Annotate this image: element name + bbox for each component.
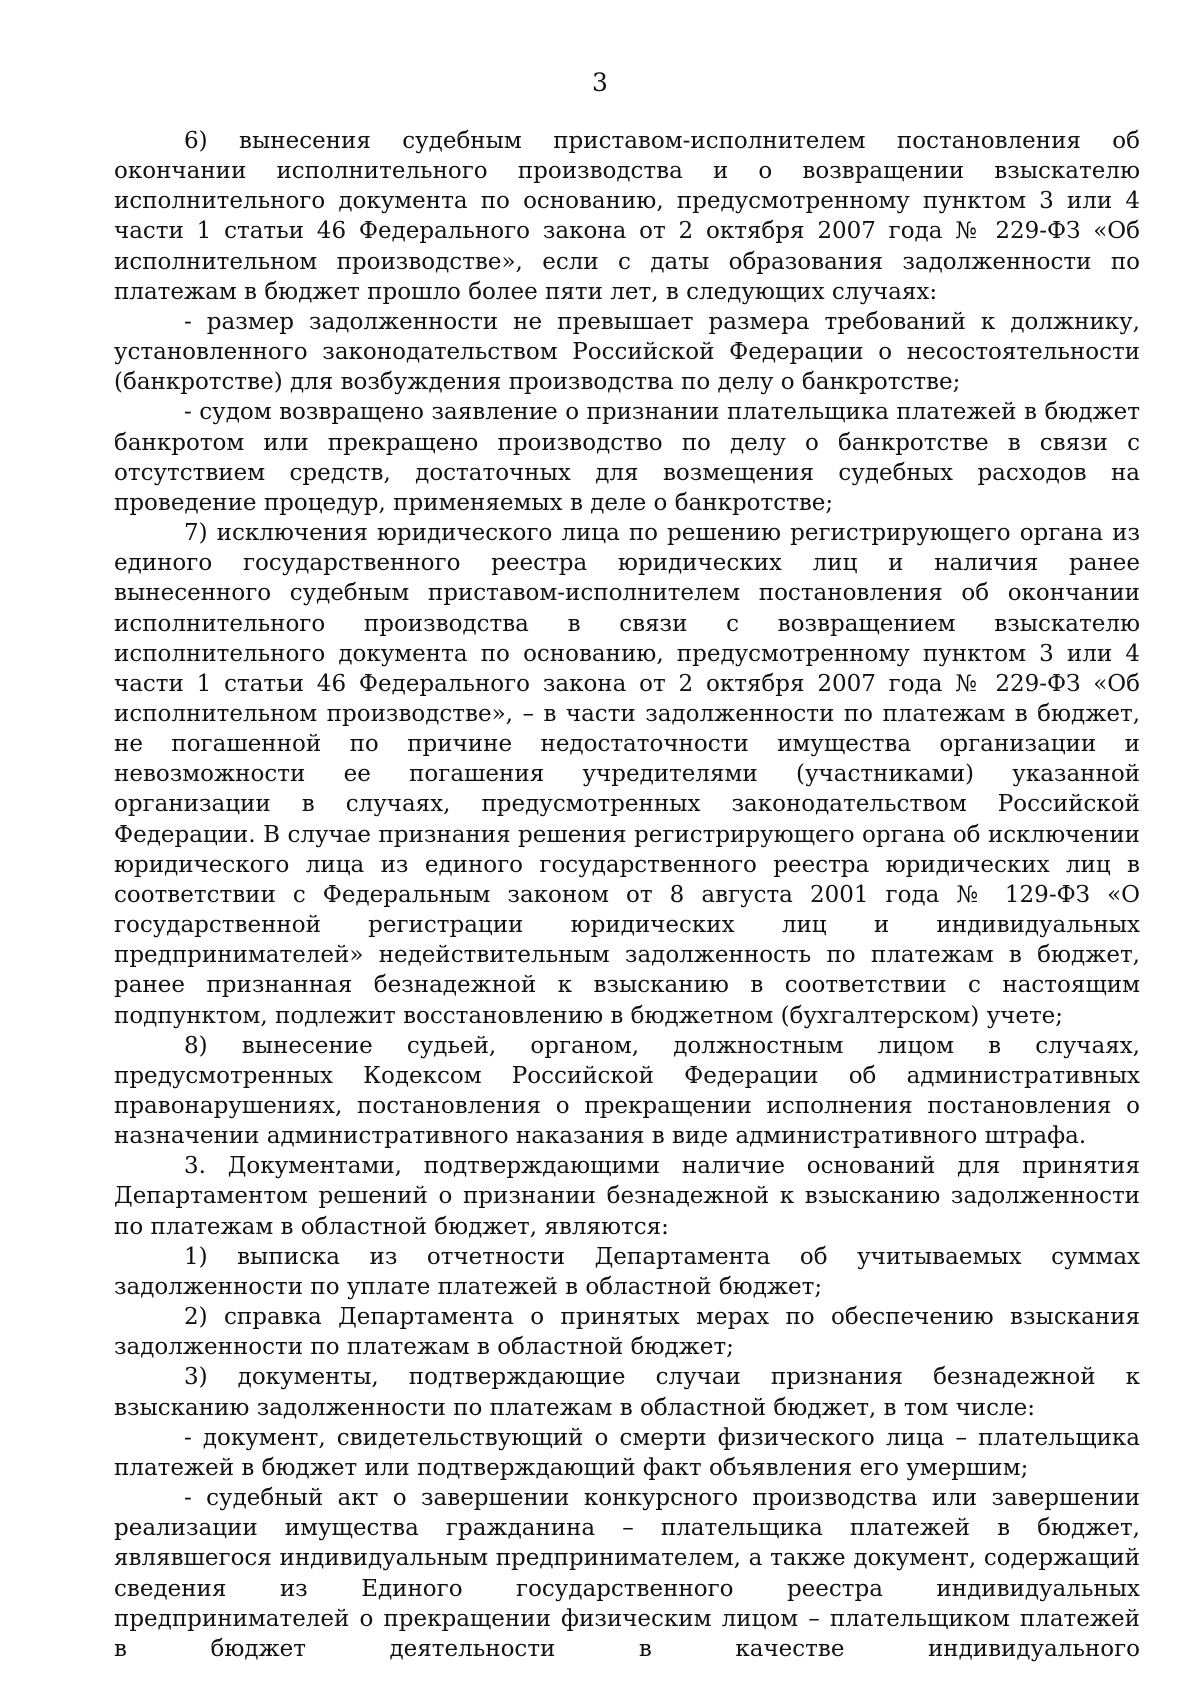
- paragraph-dash-court-act: - судебный акт о завершении конкурсного производства или завершении реализации имущества гражданина – плательщика платежей в бюджет, являвшегося индивидуальным предпринимателем, а также документ, содержащий сведения из Единого государственного реестра индивидуальных предпринимателей о прекращении физическим лицом – плательщиком платежей в бюджет деятельности в качестве индивидуального: [114, 1485, 1140, 1662]
- paragraph-item-7: 7) исключения юридического лица по решению регистрирующего органа из единого государственного реестра юридических лиц и наличия ранее вынесенного судебным приставом-исполнителем постановления об окончании исполнительного производства в связи с возвращением взыскателю исполнительного документа по основанию, предусмотренному пунктом 3 или 4 части 1 статьи 46 Федерального закона от 2 октября 2007 года № 229-ФЗ «Об исполнительном производстве», – в части задолженности по платежам в бюджет, не погашенной по причине недостаточности имущества организации и невозможности ее погашения учредителями (участниками) указанной организации в случаях, предусмотренных законодательством Российской Федерации. В случае признания решения регистрирующего органа об исключении юридического лица из единого государственного реестра юридических лиц в соответствии с Федеральным законом от 8 августа 2001 года № 129-ФЗ «О государственной регистрации юридических лиц и индивидуальных предпринимателей» недействительным задолженность по платежам в бюджет, ранее признанная безнадежной к взысканию в соответствии с настоящим подпунктом, подлежит восстановлению в бюджетном (бухгалтерском) учете;: [114, 520, 1140, 1029]
- paragraph-dash-court-returned: - судом возвращено заявление о признании плательщика платежей в бюджет банкротом или прекращено производство по делу о банкротстве в связи с отсутствием средств, достаточных для возмещения судебных расходов на проведение процедур, применяемых в деле о банкротстве;: [114, 399, 1140, 516]
- paragraph-doc-3: 3) документы, подтверждающие случаи признания безнадежной к взысканию задолженности по платежам в областной бюджет, в том числе:: [114, 1364, 1140, 1421]
- paragraph-item-6: 6) вынесения судебным приставом-исполнителем постановления об окончании исполнительного производства и о возвращении взыскателю исполнительного документа по основанию, предусмотренному пунктом 3 или 4 части 1 статьи 46 Федерального закона от 2 октября 2007 года № 229-ФЗ «Об исполнительном производстве», если с даты образования задолженности по платежам в бюджет прошло более пяти лет, в следующих случаях:: [114, 128, 1140, 305]
- paragraph-dash-death-document: - документ, свидетельствующий о смерти физического лица – плательщика платежей в бюджет или подтверждающий факт объявления его умершим;: [114, 1424, 1140, 1481]
- paragraph-doc-2: 2) справка Департамента о принятых мерах по обеспечению взыскания задолженности по платежам в областной бюджет;: [114, 1304, 1140, 1361]
- document-body: [114, 126, 1140, 1664]
- paragraph-item-8: 8) вынесение судьей, органом, должностным лицом в случаях, предусмотренных Кодексом Российской Федерации об административных правонарушениях, постановления о прекращении исполнения постановления о назначении административного наказания в виде административного штрафа.: [114, 1032, 1140, 1150]
- paragraph-doc-1: 1) выписка из отчетности Департамента об учитываемых суммах задолженности по уплате платежей в областной бюджет;: [114, 1243, 1140, 1300]
- paragraph-dash-debt-size: - размер задолженности не превышает размера требований к должнику, установленного законодательством Российской Федерации о несостоятельности (банкротстве) для возбуждения производства по делу о банкротстве;: [114, 308, 1140, 396]
- page-number: 3: [592, 68, 608, 97]
- paragraph-section-3: 3. Документами, подтверждающими наличие оснований для принятия Департаментом решений о признании безнадежной к взысканию задолженности по платежам в областной бюджет, являются:: [114, 1153, 1140, 1240]
